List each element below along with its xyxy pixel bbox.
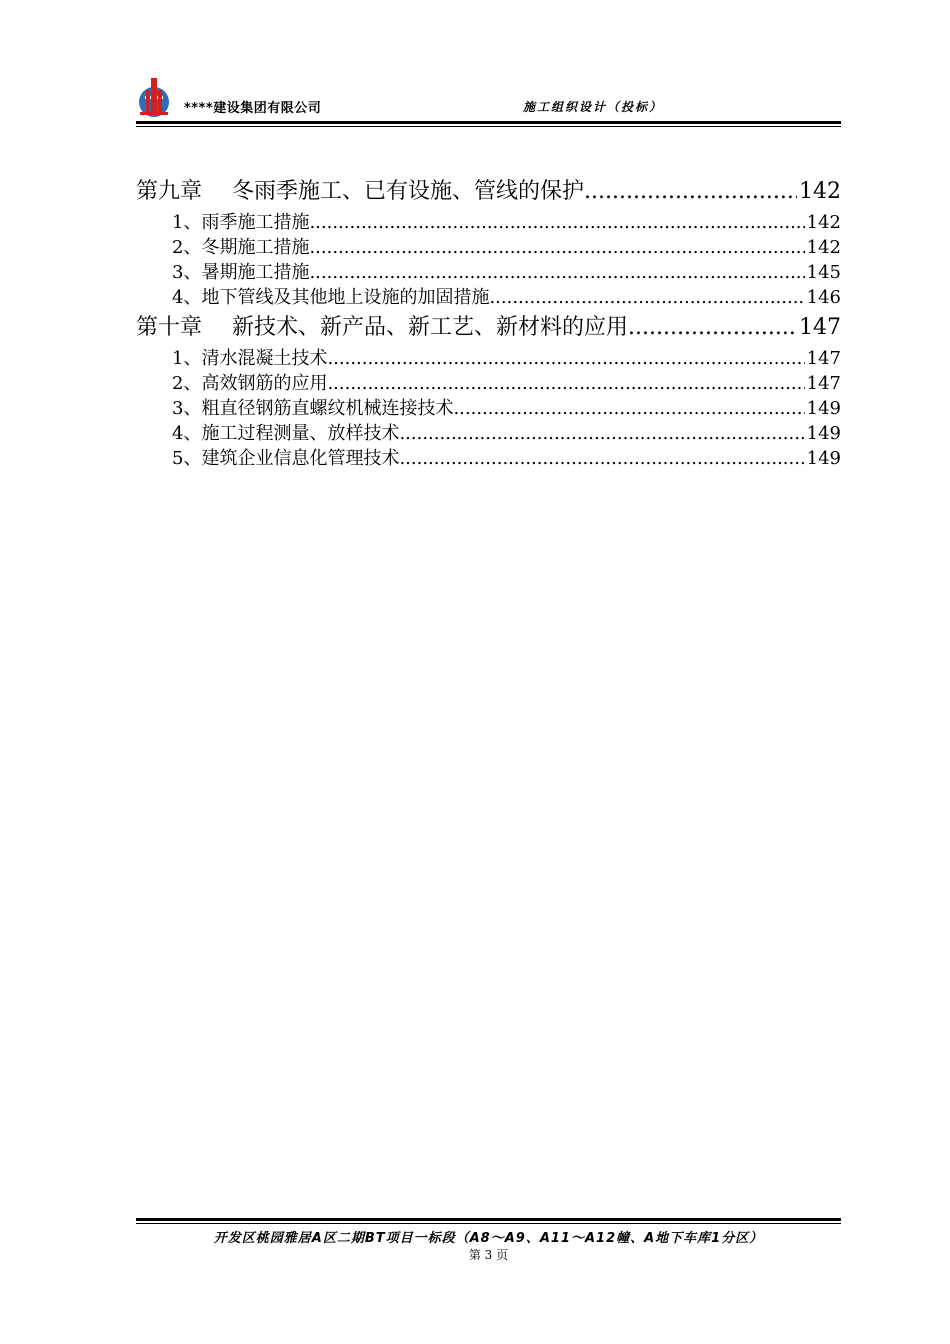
toc-section[interactable] xyxy=(136,394,841,419)
document-title: 施工组织设计（投标） xyxy=(522,100,663,114)
chapter-page: 147 xyxy=(799,315,841,340)
dot-leader xyxy=(399,448,804,469)
dot-leader xyxy=(327,373,804,394)
dot-leader xyxy=(489,287,804,308)
section-label: 2、高效钢筋的应用 xyxy=(172,373,328,394)
company-name: ****建设集团有限公司 xyxy=(184,101,322,116)
section-page: 147 xyxy=(806,373,841,394)
section-page: 142 xyxy=(806,237,841,258)
section-page: 149 xyxy=(806,423,841,444)
toc-section[interactable] xyxy=(136,444,841,469)
toc-section[interactable] xyxy=(136,208,841,233)
header-divider-thin xyxy=(136,126,841,127)
section-label: 2、冬期施工措施 xyxy=(172,237,310,258)
section-label: 5、建筑企业信息化管理技术 xyxy=(172,448,400,469)
toc-section[interactable] xyxy=(136,283,841,308)
toc-section[interactable] xyxy=(136,419,841,444)
company-logo-icon xyxy=(136,76,172,118)
dot-leader xyxy=(453,398,804,419)
chapter-title: 新技术、新产品、新工艺、新材料的应用 xyxy=(232,315,629,340)
header-divider xyxy=(136,121,841,124)
dot-leader xyxy=(309,237,804,258)
table-of-contents xyxy=(136,172,841,469)
section-label: 3、暑期施工措施 xyxy=(172,262,310,283)
footer-divider xyxy=(136,1218,841,1221)
project-name: 开发区桃园雅居A区二期BT项目一标段（A8～A9、A11～A12幢、A地下车库1分区） xyxy=(213,1231,764,1246)
section-label: 4、施工过程测量、放样技术 xyxy=(172,423,400,444)
section-page: 147 xyxy=(806,348,841,369)
toc-chapter-10[interactable] xyxy=(136,310,841,340)
dot-leader xyxy=(327,348,804,369)
footer-divider-thin xyxy=(136,1223,841,1224)
dot-leader xyxy=(309,262,804,283)
section-label: 4、地下管线及其他地上设施的加固措施 xyxy=(172,287,490,308)
page-number: 第 3 页 xyxy=(468,1248,509,1262)
section-page: 149 xyxy=(806,398,841,419)
dot-leader xyxy=(399,423,804,444)
section-page: 142 xyxy=(806,212,841,233)
chapter-number: 第十章 xyxy=(136,315,203,340)
dot-leader xyxy=(309,212,804,233)
section-page: 146 xyxy=(806,287,841,308)
toc-section[interactable] xyxy=(136,258,841,283)
toc-section[interactable] xyxy=(136,233,841,258)
dot-leader xyxy=(584,179,797,204)
section-label: 3、粗直径钢筋直螺纹机械连接技术 xyxy=(172,398,454,419)
toc-section[interactable] xyxy=(136,344,841,369)
chapter-title: 冬雨季施工、已有设施、管线的保护 xyxy=(232,179,585,204)
chapter-number: 第九章 xyxy=(136,179,203,204)
chapter-page: 142 xyxy=(799,179,841,204)
toc-section[interactable] xyxy=(136,369,841,394)
section-label: 1、清水混凝土技术 xyxy=(172,348,328,369)
toc-chapter-9[interactable] xyxy=(136,174,841,204)
page-header xyxy=(136,74,841,130)
dot-leader xyxy=(628,315,797,340)
section-page: 149 xyxy=(806,448,841,469)
section-label: 1、雨季施工措施 xyxy=(172,212,310,233)
section-page: 145 xyxy=(806,262,841,283)
